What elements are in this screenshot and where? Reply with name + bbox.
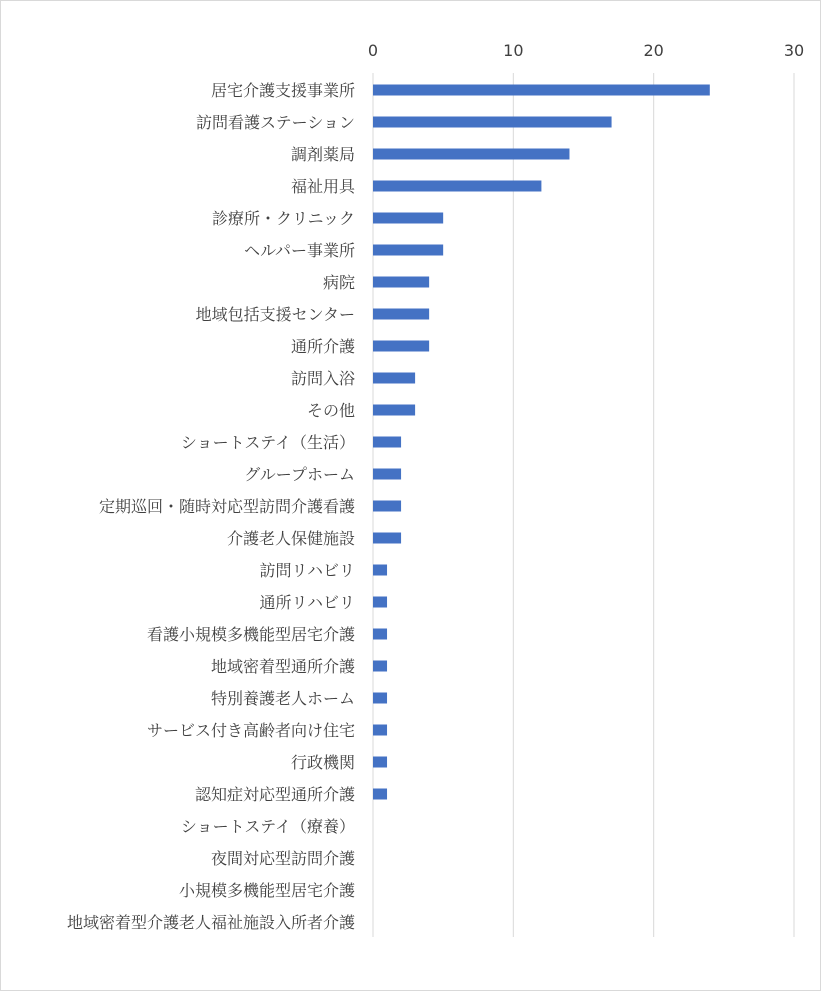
- bar: [373, 373, 415, 384]
- gridlines: [373, 73, 794, 937]
- bar-chart: [1, 1, 821, 992]
- x-tick-label: 30: [783, 41, 805, 60]
- bar: [373, 693, 387, 704]
- category-label: 地域密着型介護老人福祉施設入所者介護: [66, 913, 355, 932]
- bar: [373, 597, 387, 608]
- category-label: 地域密着型通所介護: [210, 657, 355, 676]
- category-label: ショートステイ（療養）: [180, 817, 355, 836]
- category-label: 通所介護: [290, 337, 355, 356]
- bar: [373, 245, 443, 256]
- category-label: 介護老人保健施設: [226, 529, 355, 548]
- category-label: 行政機関: [290, 753, 355, 772]
- bar: [373, 437, 401, 448]
- bar: [373, 629, 387, 640]
- bar: [373, 277, 429, 288]
- category-label: 訪問看護ステーション: [195, 113, 355, 132]
- category-label: 居宅介護支援事業所: [210, 81, 355, 100]
- category-label: 通所リハビリ: [259, 593, 355, 612]
- bar: [373, 341, 429, 352]
- category-label: 福祉用具: [290, 177, 355, 196]
- bar: [373, 725, 387, 736]
- category-label: 訪問リハビリ: [259, 561, 355, 580]
- category-label: ショートステイ（生活）: [180, 433, 355, 452]
- bar: [373, 501, 401, 512]
- bar: [373, 469, 401, 480]
- category-label: 訪問入浴: [290, 369, 355, 388]
- category-label: 調剤薬局: [290, 145, 355, 164]
- bar: [373, 181, 541, 192]
- category-label: 特別養護老人ホーム: [210, 689, 355, 708]
- x-tick-label: 10: [503, 41, 524, 60]
- category-label: ヘルパー事業所: [244, 241, 355, 260]
- bar: [373, 661, 387, 672]
- category-label: 診療所・クリニック: [211, 209, 355, 228]
- category-label: 看護小規模多機能型居宅介護: [146, 625, 355, 644]
- bar: [373, 85, 710, 96]
- bars: [373, 85, 710, 800]
- bar: [373, 117, 612, 128]
- x-axis-ticks: [368, 41, 804, 60]
- category-label: 夜間対応型訪問介護: [210, 849, 355, 868]
- category-label: その他: [306, 401, 355, 420]
- bar: [373, 149, 569, 160]
- category-label: 小規模多機能型居宅介護: [178, 881, 355, 900]
- category-label: 地域包括支援センター: [195, 305, 355, 324]
- bar: [373, 789, 387, 800]
- category-label: サービス付き高齢者向け住宅: [146, 721, 355, 740]
- bar: [373, 533, 401, 544]
- bar: [373, 213, 443, 224]
- category-label: 認知症対応型通所介護: [194, 785, 355, 804]
- category-label: 定期巡回・随時対応型訪問介護看護: [98, 497, 355, 516]
- bar: [373, 757, 387, 768]
- bar: [373, 405, 415, 416]
- category-label: 病院: [322, 273, 355, 292]
- x-tick-label: 0: [367, 41, 379, 60]
- x-tick-label: 20: [643, 41, 664, 60]
- category-label: グループホーム: [244, 465, 355, 484]
- category-labels: [67, 81, 356, 932]
- bar: [373, 309, 429, 320]
- bar: [373, 565, 387, 576]
